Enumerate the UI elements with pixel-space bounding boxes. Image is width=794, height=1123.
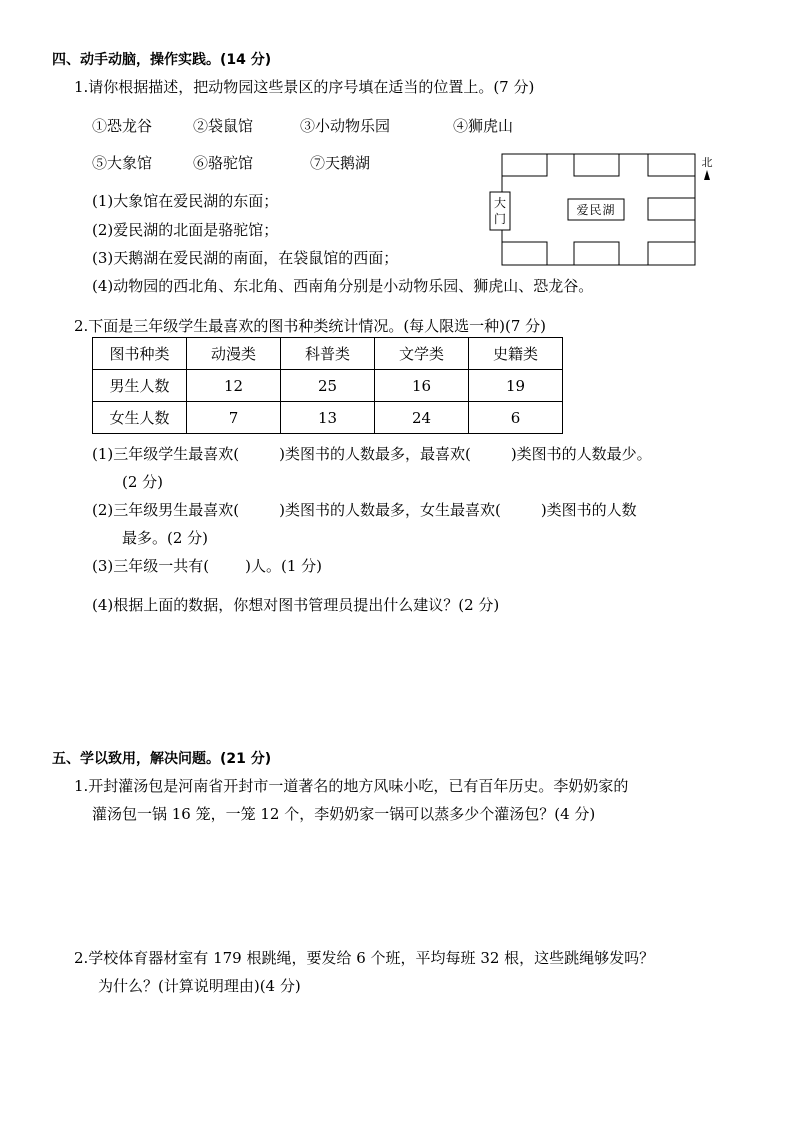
subquestion-1: [92, 444, 652, 464]
map-slot-s: [574, 242, 619, 265]
map-gate-label-1: 大: [493, 196, 507, 210]
option-1: ①恐龙谷: [92, 117, 153, 135]
map-north-label: 北: [701, 156, 713, 169]
problem-1-line-2: 灌汤包一锅 16 笼，一笼 12 个，李奶奶家一锅可以蒸多少个灌汤包？(4 分): [92, 805, 596, 823]
subquestion-2-part-c: )类图书的人数: [540, 501, 637, 519]
option-2: ②袋鼠馆: [193, 117, 254, 135]
table-row: [93, 402, 563, 434]
table-header-row: [93, 338, 563, 370]
table-cell: 6: [469, 402, 563, 434]
map-slot-se: [648, 242, 695, 265]
table-cell: 女生人数: [93, 402, 187, 434]
subquestion-2-part-b: )类图书的人数最多，女生最喜欢(: [279, 501, 501, 519]
table-cell: 25: [281, 370, 375, 402]
option-5: ⑤大象馆: [92, 154, 153, 172]
subquestion-4: (4)根据上面的数据，你想对图书管理员提出什么建议？(2 分): [92, 596, 500, 614]
clue-2: (2)爱民湖的北面是骆驼馆；: [92, 221, 279, 239]
problem-1-line-1: 1.开封灌汤包是河南省开封市一道著名的地方风味小吃，已有百年历史。李奶奶家的: [74, 777, 629, 795]
map-slot-ne: [648, 154, 695, 176]
subquestion-3-part-a: (3)三年级一共有(: [92, 557, 210, 575]
table-header-cell: 科普类: [281, 338, 375, 370]
subquestion-3: [92, 556, 322, 576]
table-cell: 男生人数: [93, 370, 187, 402]
subquestion-2-continued: 最多。(2 分): [122, 529, 209, 547]
subquestion-1-part-a: (1)三年级学生最喜欢(: [92, 445, 240, 463]
map-slot-n: [574, 154, 619, 176]
subquestion-1-score: (2 分): [122, 473, 164, 491]
table-header-cell: 文学类: [375, 338, 469, 370]
subquestion-2: [92, 500, 637, 520]
subquestion-2-part-a: (2)三年级男生最喜欢(: [92, 501, 240, 519]
subquestion-1-part-b: )类图书的人数最多，最喜欢(: [279, 445, 471, 463]
section5-heading: 五、学以致用，解决问题。(21 分): [52, 751, 272, 767]
subquestion-3-part-b: )人。(1 分): [245, 557, 322, 575]
table-cell: 19: [469, 370, 563, 402]
table-cell: 24: [375, 402, 469, 434]
option-7: ⑦天鹅湖: [310, 154, 371, 172]
table-cell: 16: [375, 370, 469, 402]
problem-2-line-1: 2.学校体育器材室有 179 根跳绳，要发给 6 个班，平均每班 32 根，这些跳绳够发吗？: [74, 949, 655, 967]
map-gate-label-2: 门: [493, 212, 507, 226]
question2-stem: 2.下面是三年级学生最喜欢的图书种类统计情况。(每人限选一种)(7 分): [74, 317, 547, 335]
table-cell: 13: [281, 402, 375, 434]
map-slot-e: [648, 198, 695, 220]
problem-2-line-2: 为什么？(计算说明理由)(4 分): [98, 977, 301, 995]
question1-stem: 1.请你根据描述，把动物园这些景区的序号填在适当的位置上。(7 分): [74, 78, 535, 96]
clue-1: (1)大象馆在爱民湖的东面；: [92, 192, 279, 210]
table-cell: 7: [187, 402, 281, 434]
table-header-cell: 图书种类: [93, 338, 187, 370]
map-slot-sw: [502, 242, 547, 265]
table-row: [93, 370, 563, 402]
option-4: ④狮虎山: [453, 117, 514, 135]
table-header-cell: 史籍类: [469, 338, 563, 370]
option-3: ③小动物乐园: [300, 117, 391, 135]
map-lake-label: 爱民湖: [576, 203, 616, 217]
map-slot-nw: [502, 154, 547, 176]
clue-4: (4)动物园的西北角、东北角、西南角分别是小动物乐园、狮虎山、恐龙谷。: [92, 277, 594, 295]
option-6: ⑥骆驼馆: [193, 154, 254, 172]
subquestion-1-part-c: )类图书的人数最少。: [510, 445, 652, 463]
clue-3: (3)天鹅湖在爱民湖的南面，在袋鼠馆的西面；: [92, 249, 399, 267]
table-header-cell: 动漫类: [187, 338, 281, 370]
north-arrow-icon: [704, 170, 710, 180]
book-stats-table: [92, 337, 563, 434]
table-cell: 12: [187, 370, 281, 402]
section4-heading: 四、动手动脑，操作实践。(14 分): [52, 52, 272, 68]
zoo-map: [486, 150, 716, 272]
